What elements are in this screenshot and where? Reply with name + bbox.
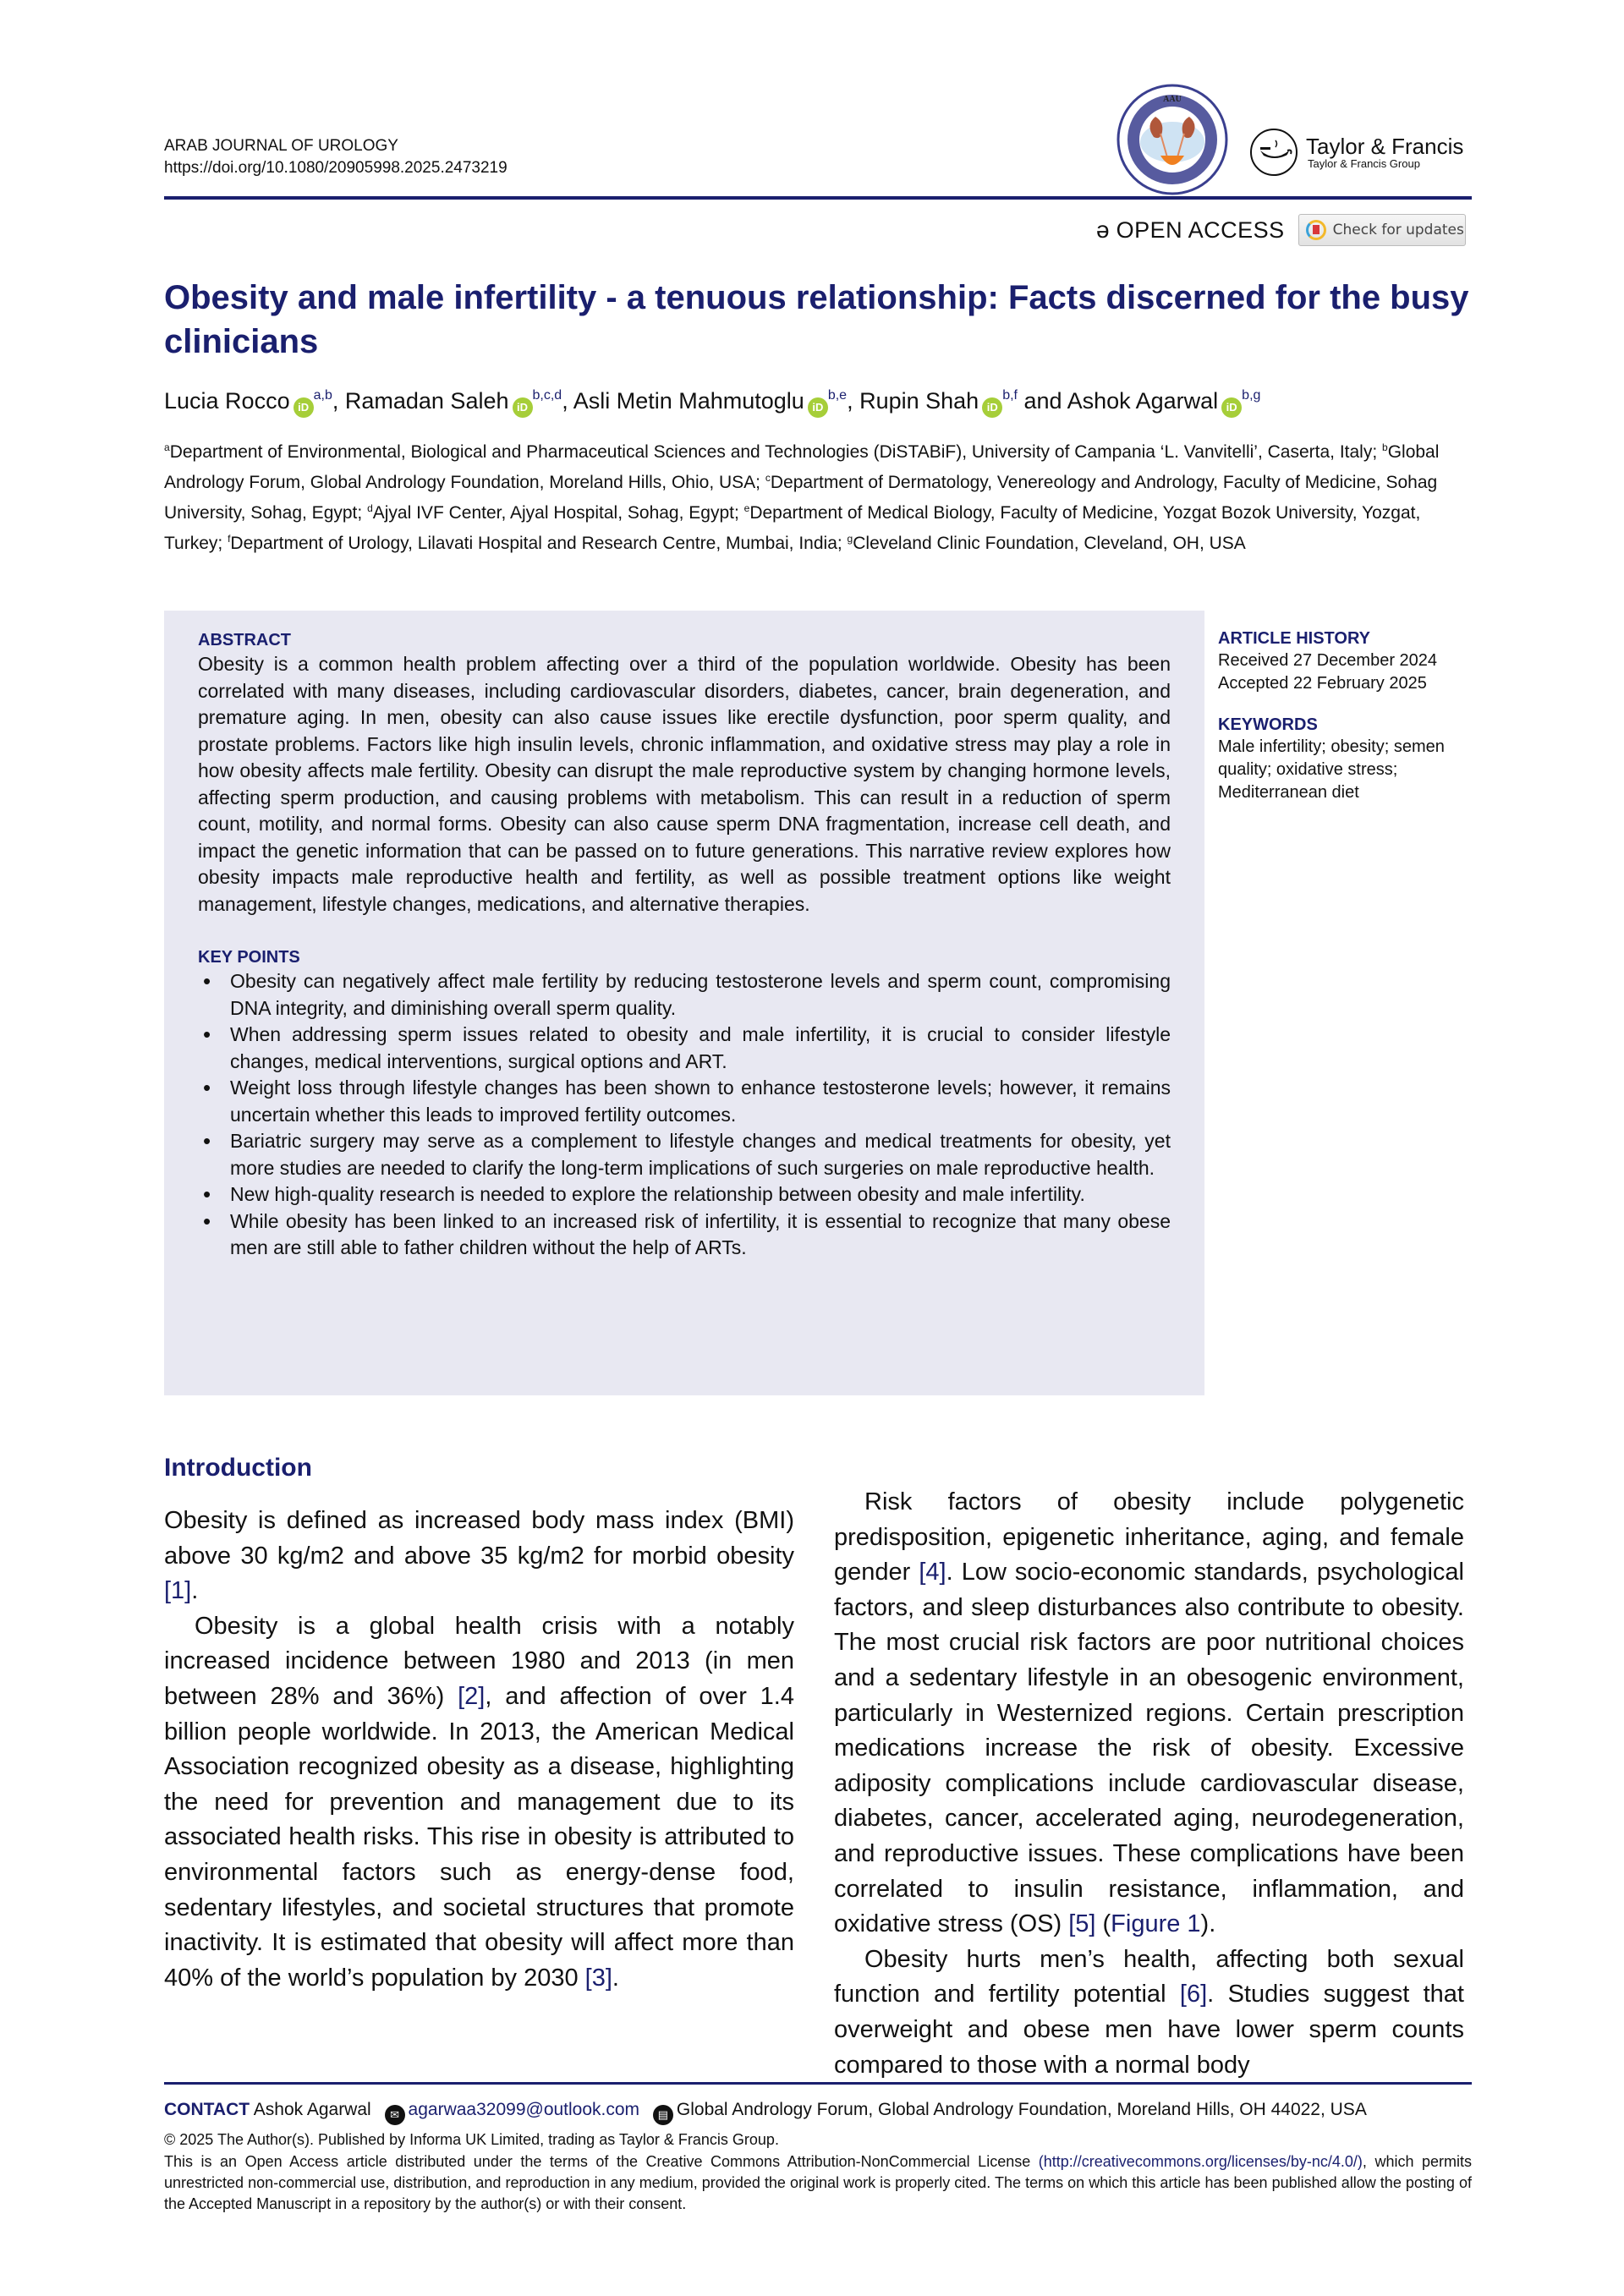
header-rule	[164, 196, 1472, 200]
accepted-date: Accepted 22 February 2025	[1218, 674, 1427, 693]
publisher-group: Taylor & Francis Group	[1308, 157, 1420, 170]
author-affil: b,g	[1242, 388, 1261, 403]
key-point-item: • While obesity has been linked to an increased risk of infertility, it is essential to recognize that many obese men are still able to father children without the help of ARTs.	[198, 1208, 1171, 1262]
email-icon: ✉	[385, 2105, 405, 2125]
keywords-text: Male infertility; obesity; semen quality; oxidative stress; Mediterranean diet	[1218, 737, 1445, 802]
abstract-text: Obesity is a common health problem affecting over a third of the population worldwide. Obesity has been correlated with many diseases, including cardiovascular disorders, diabetes, cancer, brain degeneration, and premature aging. In men, obesity can also cause issues like erectile dysfunction, poor sperm quality, and prostate problems. Factors like high insulin levels, chronic inflammation, and oxidative stress may play a role in how obesity affects male fertility. Obesity can disrupt the male reproductive system by changing hormone levels, affecting sperm production, and causing problems with metabolism. This can result in a reduction of sperm count, motility, and normal forms. Obesity can also cause sperm DNA fragmentation, increase cell death, and impact the genetic information that can be passed on to future generations. This narrative review explores how obesity impacts male reproductive health and fertility, as well as possible treatment options like weight management, lifestyle changes, medications, and alternative therapies.	[198, 653, 1171, 915]
contact-label: CONTACT	[164, 2100, 250, 2119]
keywords-heading: KEYWORDS	[1218, 715, 1318, 734]
citation-link[interactable]: [4]	[919, 1559, 946, 1586]
contact-name: Ashok Agarwal	[253, 2100, 371, 2119]
abstract-heading: ABSTRACT	[198, 631, 291, 649]
article-history-heading: ARTICLE HISTORY	[1218, 629, 1371, 648]
body-paragraph: Obesity is defined as increased body mass index (BMI) above 30 kg/m2 and above 35 kg/m2 for morbid obesity [1].	[164, 1507, 794, 1605]
license-link[interactable]: (http://creativecommons.org/licenses/by-nc/4.0/)	[1038, 2153, 1363, 2170]
address-card-icon: ▤	[653, 2105, 673, 2125]
open-access-label: OPEN ACCESS	[1116, 216, 1285, 243]
key-points-heading: KEY POINTS	[198, 948, 300, 967]
article-info-sidebar	[1218, 627, 1472, 804]
author-list: Lucia Rocco iD$^{a,b}$, Ramadan Saleh iD$^{b,c,d}$, Asli Metin Mahmutoglu iD$^{b,e}$, Rupin Shah iD$^{b,f}$ and Ashok Agarwal iD$^{b,g}$	[164, 379, 1472, 418]
citation-link[interactable]: [1]	[164, 1577, 192, 1605]
footer-rule	[164, 2082, 1472, 2085]
taylor-francis-logo	[1250, 127, 1470, 178]
contact-email-link[interactable]: agarwaa32099@outlook.com	[408, 2100, 640, 2119]
key-point-item: • Obesity can negatively affect male fertility by reducing testosterone levels and sperm count, compromising DNA integrity, and diminishing overall sperm quality.	[198, 968, 1171, 1022]
orcid-icon[interactable]: iD	[294, 397, 314, 418]
crossmark-icon	[1306, 220, 1326, 240]
author-name[interactable]: Rupin Shah	[859, 388, 979, 414]
key-point-item: • Weight loss through lifestyle changes has been shown to enhance testosterone levels; however, it remains uncertain whether this leads to improved fertility outcomes.	[198, 1075, 1171, 1128]
publisher-name: Taylor & Francis	[1306, 134, 1464, 159]
license-text: This is an Open Access article distributed under the terms of the Creative Commons Attribution-NonCommercial License (http://creativecommons.org/licenses/by-nc/4.0/), which permits unrestricted non-commercial use, distribution, and reproduction in any medium, provided the original work is properly cited. The terms on which this article has been published allow the posting of the Accepted Manuscript in a repository by the author(s) or with their consent.	[164, 2153, 1472, 2212]
author-affil: b,c,d	[532, 388, 562, 403]
contact-line	[164, 2097, 1472, 2125]
citation-link[interactable]: [5]	[1068, 1910, 1096, 1938]
orcid-icon[interactable]: iD	[982, 397, 1002, 418]
copyright-line: © 2025 The Author(s). Published by Informa UK Limited, trading as Taylor & Francis Group.	[164, 2131, 779, 2148]
abstract-box	[164, 611, 1204, 1395]
author-name[interactable]: Lucia Rocco	[164, 388, 290, 414]
lamp-icon	[1250, 129, 1298, 176]
key-point-item: • Bariatric surgery may serve as a complement to lifestyle changes and medical treatments for obesity, yet more studies are needed to clarify the long-term implications of such surgeries on male reproductive health.	[198, 1128, 1171, 1181]
body-paragraph: Obesity is a global health crisis with a notably increased incidence between 1980 and 2013 (in men between 28% and 36%) [2], and affection of over 1.4 billion people worldwide. In 2013, the American Medical Association recognized obesity as a disease, highlighting the need for prevention and management due to its associated health risks. This rise in obesity is attributed to environmental factors such as energy-dense food, sedentary lifestyles, and societal structures that promote inactivity. It is estimated that obesity will affect more than 40% of the world’s population by 2030 [3].	[164, 1612, 794, 1992]
open-lock-icon: ə	[1096, 216, 1110, 243]
body-column-right	[834, 1485, 1464, 2083]
citation-link[interactable]: [6]	[1179, 1981, 1208, 2008]
open-access-row	[1096, 213, 1466, 247]
author-affil: b,e	[827, 388, 848, 403]
orcid-icon[interactable]: iD	[808, 397, 828, 418]
citation-link[interactable]: [2]	[458, 1682, 486, 1710]
doi-link[interactable]: https://doi.org/10.1080/20905998.2025.2473219	[164, 159, 508, 177]
figure-link[interactable]: Figure 1	[1111, 1910, 1201, 1938]
orcid-icon[interactable]: iD	[513, 397, 533, 418]
key-points-list	[198, 968, 1171, 1262]
author-name[interactable]: Ashok Agarwal	[1067, 388, 1219, 414]
article-title: Obesity and male infertility - a tenuous relationship: Facts discerned for the busy clinicians	[164, 279, 1469, 360]
check-for-updates-button[interactable]	[1298, 214, 1466, 246]
aau-society-logo	[1113, 83, 1232, 197]
check-for-updates-label: Check for updates	[1332, 222, 1464, 238]
author-name[interactable]: Ramadan Saleh	[344, 388, 509, 414]
author-name[interactable]: Asli Metin Mahmutoglu	[573, 388, 804, 414]
author-affil: b,f	[1002, 388, 1018, 403]
orcid-icon[interactable]: iD	[1221, 397, 1242, 418]
body-column-left	[164, 1451, 794, 1996]
key-point-item: • When addressing sperm issues related to obesity and male infertility, it is crucial to consider lifestyle changes, medical interventions, surgical options and ART.	[198, 1022, 1171, 1075]
citation-link[interactable]: [3]	[584, 1964, 612, 1992]
body-paragraph: Obesity hurts men’s health, affecting both sexual function and fertility potential [6]. Studies suggest that overweight and obese men have lower sperm counts compared to those with a normal body	[834, 1945, 1464, 2079]
svg-text:AAU: AAU	[1163, 95, 1182, 104]
author-affil: a,b	[313, 388, 332, 403]
received-date: Received 27 December 2024	[1218, 651, 1438, 670]
contact-address: Global Andrology Forum, Global Andrology Foundation, Moreland Hills, OH 44022, USA	[676, 2100, 1367, 2119]
introduction-heading: Introduction	[164, 1454, 312, 1482]
affiliations: $^a$Department of Environmental, Biological and Pharmaceutical Sciences and Technologies (DiSTABiF), University of Campania ‘L. Vanvitelli’, Caserta, Italy; $^b$Global Andrology Forum, Global Andrology Foundation, Moreland Hills, Ohio, USA; $^c$Department of Dermatology, Venereology and Andrology, Faculty of Medicine, Sohag University, Sohag, Egypt; $^d$Ajyal IVF Center, Ajyal Hospital, Sohag, Egypt; $^e$Department of Medical Biology, Faculty of Medicine, Yozgat Bozok University, Yozgat, Turkey; $^f$Department of Urology, Lilavati Hospital and Research Centre, Mumbai, India; $^g$Cleveland Clinic Foundation, Cleveland, OH, USA	[164, 441, 1440, 553]
body-paragraph: Risk factors of obesity include polygenetic predisposition, epigenetic inheritance, aging, and female gender [4]. Low socio-economic standards, psychological factors, and sleep disturbances also contribute to obesity. The most crucial risk factors are poor nutritional choices and a sedentary lifestyle in an obesogenic environment, particularly in Westernized regions. Certain prescription medications increase the risk of obesity. Excessive adiposity complications include cardiovascular disease, diabetes, cancer, accelerated aging, neurodegeneration, and reproductive issues. These complications have been correlated to insulin resistance, inflammation, and oxidative stress (OS) [5] (Figure 1).	[834, 1488, 1464, 1938]
key-point-item: • New high-quality research is needed to explore the relationship between obesity and male infertility.	[198, 1181, 1171, 1208]
journal-name: ARAB JOURNAL OF UROLOGY	[164, 137, 398, 155]
